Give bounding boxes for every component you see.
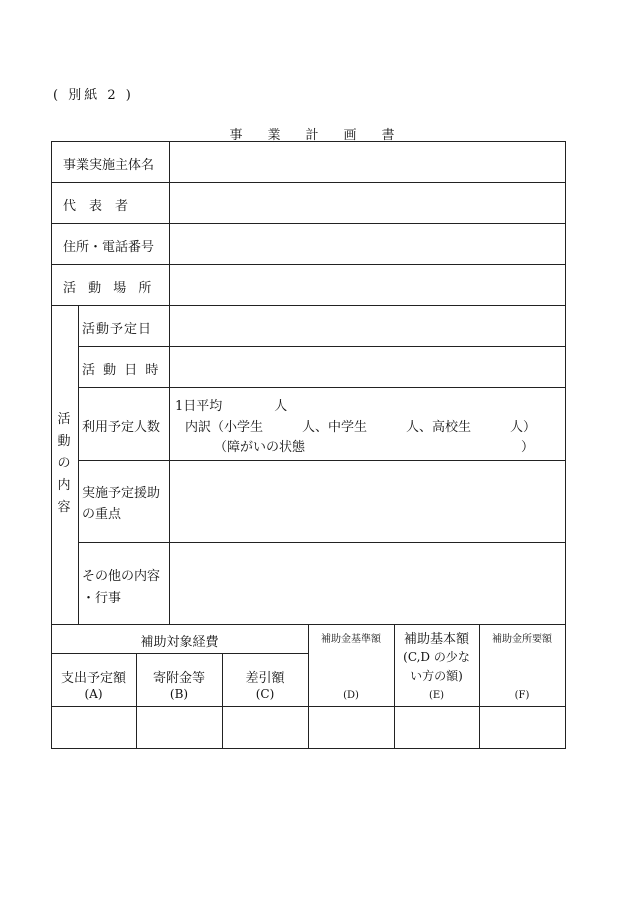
donation-code: (B) <box>169 687 189 701</box>
standard-amount-code: (D) <box>343 690 359 701</box>
column-line <box>78 305 79 624</box>
activity-datetime-label: 活 動 日 時 <box>82 363 161 378</box>
other-content-label-2: ・行事 <box>82 591 122 606</box>
required-amount-field[interactable] <box>480 707 565 748</box>
activity-place-field[interactable] <box>170 265 565 305</box>
donation-field[interactable] <box>137 707 222 748</box>
users-breakdown-text: 内訳（小学生 人、中学生 人、高校生 人） <box>185 420 537 435</box>
daily-average-text: 1日平均 人 <box>175 399 288 414</box>
representative-label: 代 表 者 <box>63 199 129 214</box>
basic-amount-header: 補助基本額 <box>403 632 469 647</box>
other-content-label-1: その他の内容 <box>82 569 161 584</box>
table-border-left <box>51 141 52 749</box>
document-title-text: 事 業 計 画 書 <box>229 128 401 143</box>
basic-amount-note-1: (C,D の少な <box>403 650 470 664</box>
expenditure-field[interactable] <box>52 707 136 748</box>
basic-amount-note-2: い方の額) <box>410 669 463 683</box>
planned-date-label: 活動予定日 <box>82 322 153 337</box>
donation-header: 寄附金等 <box>152 671 205 686</box>
planned-date-field[interactable] <box>170 306 565 346</box>
entity-name-field[interactable] <box>170 142 565 182</box>
planned-users-label: 利用予定人数 <box>82 420 161 435</box>
disability-state-close: ） <box>521 440 535 455</box>
basic-amount-field[interactable] <box>395 707 479 748</box>
activity-datetime-field[interactable] <box>170 347 565 387</box>
address-phone-label: 住所・電話番号 <box>63 240 155 255</box>
other-content-field[interactable] <box>170 543 565 624</box>
difference-field[interactable] <box>223 707 308 748</box>
support-focus-label-1: 実施予定援助 <box>82 486 161 501</box>
representative-field[interactable] <box>170 183 565 223</box>
standard-amount-field[interactable] <box>309 707 394 748</box>
basic-amount-code: (E) <box>428 690 445 701</box>
activity-place-label: 活 動 場 所 <box>63 281 156 296</box>
attachment-label: ( 別紙 2 ) <box>53 88 134 103</box>
plan-form-table <box>51 141 566 749</box>
support-focus-field[interactable] <box>170 461 565 542</box>
expenditure-code: (A) <box>84 687 103 701</box>
subsidy-target-header: 補助対象経費 <box>140 635 219 650</box>
row-line <box>78 387 566 388</box>
activity-content-group-label <box>54 409 74 519</box>
support-focus-label-2: の重点 <box>82 507 122 522</box>
activity-content-label-text: 活動の内容 <box>57 412 71 515</box>
disability-state-text: （障がいの状態 <box>214 440 306 455</box>
expenditure-header: 支出予定額 <box>60 671 126 686</box>
required-amount-code: (F) <box>514 690 530 701</box>
table-border-right <box>565 141 566 749</box>
row-line <box>51 653 308 654</box>
standard-amount-header: 補助金基準額 <box>321 634 381 645</box>
required-amount-header: 補助金所要額 <box>492 634 552 645</box>
address-phone-field[interactable] <box>170 224 565 264</box>
difference-header: 差引額 <box>245 671 285 686</box>
difference-code: (C) <box>255 687 275 701</box>
entity-name-label: 事業実施主体名 <box>63 158 155 173</box>
